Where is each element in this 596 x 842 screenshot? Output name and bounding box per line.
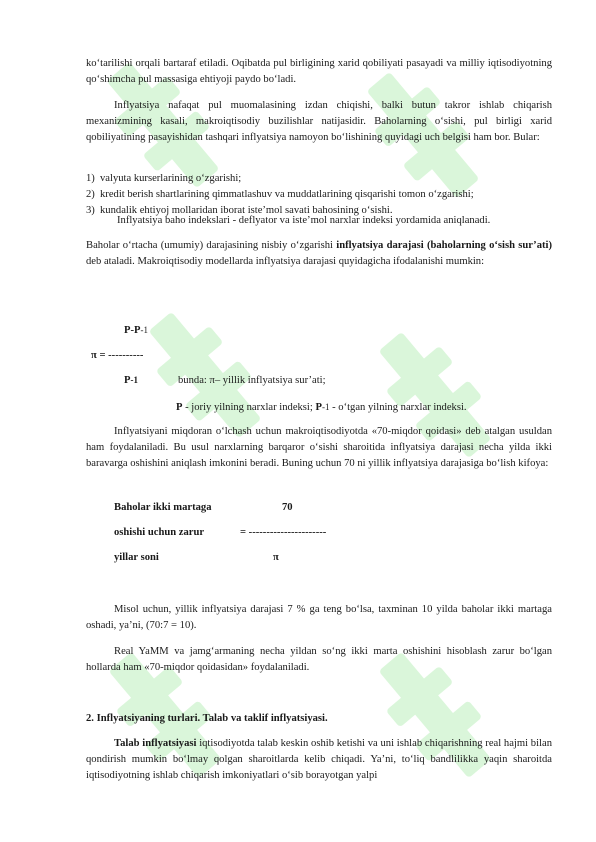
formula-explanation-2: P - joriy yilning narxlar indeksi; P-1 - o‘tgan yilning narxlar indeksi.	[176, 402, 467, 413]
rule70-label-2: oshishi uchun zarur	[114, 527, 205, 538]
rule70-denominator: π	[273, 552, 279, 563]
rule70-numerator: 70	[282, 502, 293, 513]
rule70-label-3: yillar soni	[114, 552, 159, 563]
paragraph-2: Inflyatsiya nafaqat pul muomalasining izdan chiqishi, balki butun takror ishlab chiqarish mexanizmining kasali, makroiqtisodiy buzilishlar natijasidir. Baholarning o‘sishi, pul birligi xarid qobiliyatining pasayishidan tashqari inflyatsiya namoyon bo‘lishining quyidagi uch belgisi ham bor. Bular:	[86, 100, 552, 143]
paragraph-4: Baholar o‘rtacha (umumiy) darajasining nisbiy o‘zgarishi inflyatsiya darajasi (baholarning o‘sish sur’ati) deb ataladi. Makroiqtisodiy modellarda inflyatsiya darajasi quyidagicha ifodalanishi mumkin:	[86, 240, 552, 267]
list-item: 3) kundalik ehtiyoj mollaridan iborat iste’mol savati bahosining o‘sishi.	[86, 204, 393, 216]
formula-explanation-1: bunda: π– yillik inflyatsiya sur’ati;	[178, 375, 326, 386]
paragraph-5: Inflyatsiyani miqdoran o‘lchash uchun makroiqtisodiyotda «70-miqdor qoidasi» deb atalgan usuldan ham foydalaniladi. Bu usul narxlarning barqaror o‘sishi sharoitida inflyatsiya darajasi necha yilda ikki baravarga oshishini aniqlash imkonini beradi. Buning uchun 70 ni yillik inflyatsiya darajasiga bo‘lish kifoya:	[86, 426, 552, 469]
feature-list	[86, 171, 552, 218]
list-item: 2) kredit berish shartlarining qimmatlashuv va muddatlarining qisqarishi tomon o‘zgarishi;	[86, 188, 474, 200]
list-item: 1) valyuta kurserlarining o‘zgarishi;	[86, 173, 242, 184]
rule70-label-1: Baholar ikki martaga	[114, 502, 212, 513]
formula-numerator: P-P-1	[124, 325, 148, 336]
paragraph-8: Talab inflyatsiyasi iqtisodiyotda talab keskin oshib ketishi va uni ishlab chiqarishning real hajmi bilan qondirish mumkin bo‘lmay qolgan sharoitlarda kelib chiqadi. Ya’ni, to‘liq bandlilikka yaqin sharoitda iqtisodiyotning ishlab chiqarish imkoniyatlari o‘sib borayotgan yalpi	[86, 738, 552, 781]
formula-lhs: π = ----------	[91, 350, 144, 361]
paragraph-6: Misol uchun, yillik inflyatsiya darajasi 7 % ga teng bo‘lsa, taxminan 10 yilda baholar ikki martaga oshadi, ya’ni, (70:7 = 10).	[86, 604, 552, 631]
rule70-fraction-line: = ----------------------	[240, 527, 327, 538]
formula-denominator: P-1	[124, 375, 138, 386]
paragraph-3: Inflyatsiya baho indekslari - deflyator va iste’mol narxlar indeksi yordamida aniqlanadi.	[117, 215, 491, 226]
paragraph-1: ko‘tarilishi orqali bartaraf etiladi. Oqibatda pul birligining xarid qobiliyati pasayadi va milliy iqtisodiyotning qo‘shimcha pul massasiga ehtiyoji paydo bo‘ladi.	[86, 58, 552, 85]
paragraph-7: Real YaMM va jamg‘armaning necha yildan so‘ng ikki marta oshishini hisoblash zarur bo‘lgan hollarda ham «70-miqdor qoidasidan» foydalaniladi.	[86, 646, 552, 673]
section-heading: 2. Inflyatsiyaning turlari. Talab va taklif inflyatsiyasi.	[86, 713, 328, 724]
